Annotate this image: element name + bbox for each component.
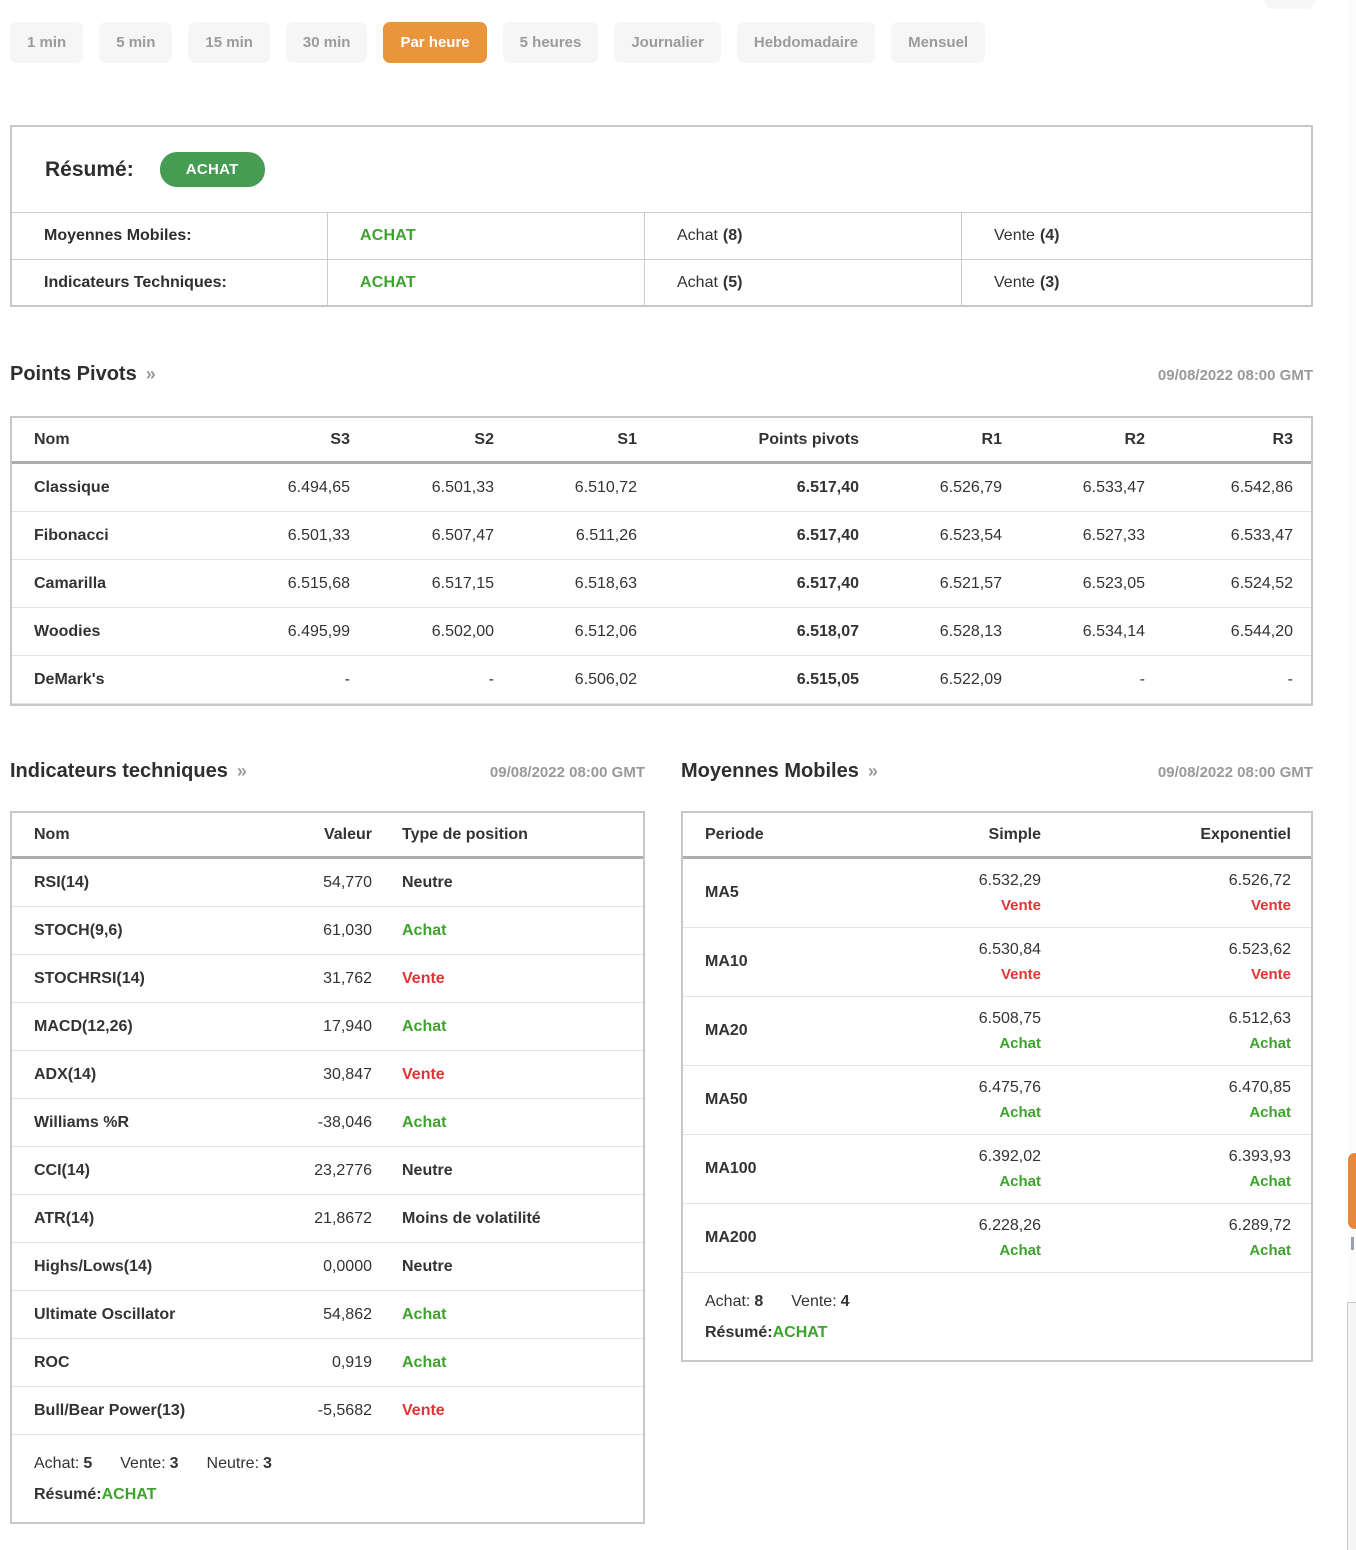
ma-table-header [683,813,1311,859]
pivot-s1: 6.518,63 [574,574,637,592]
summary-title: Résumé: [45,157,134,181]
col-s3: S3 [330,430,350,448]
indicator-name: STOCH(9,6) [34,921,123,939]
summary-row-label: Moyennes Mobiles: [44,227,192,244]
pivot-s2: - [488,670,494,688]
sell-total: 4 [840,1293,850,1310]
pivot-name: DeMark's [34,670,105,688]
summary-signal: ACHAT [772,1324,828,1341]
technical-summary-page [10,0,1313,1524]
indicator-row [12,1051,643,1099]
indicator-name: ATR(14) [34,1209,95,1227]
ma-summary-footer [683,1273,1311,1360]
top-cut-button [1265,0,1315,9]
indicator-name: MACD(12,26) [34,1017,133,1035]
pivot-r2: 6.527,33 [1082,526,1145,544]
buy-total-label: Achat: [705,1293,751,1310]
buy-count: (5) [722,273,743,291]
tab-1min[interactable]: 1 min [10,22,83,63]
indicator-value: -38,046 [317,1113,372,1131]
pivot-s1: 6.506,02 [574,670,637,688]
pivot-r2: - [1139,670,1145,688]
ma-row [683,997,1311,1066]
pivot-name: Woodies [34,622,101,640]
pivot-r1: 6.526,79 [939,478,1002,496]
pivot-r2: 6.533,47 [1082,478,1145,496]
ma-exp-signal: Achat [1249,1173,1291,1190]
tab-mensuel[interactable]: Mensuel [891,22,985,63]
indicators-title: Indicateurs techniques [10,760,228,782]
sell-total-label: Vente: [791,1293,837,1310]
pivot-s3: 6.494,65 [287,478,350,496]
col-r2: R2 [1124,430,1145,448]
sell-total-label: Vente: [120,1455,166,1472]
indicator-action: Neutre [402,1257,453,1275]
pivot-s3: 6.501,33 [287,526,350,544]
pivots-table-header [12,418,1311,464]
indicator-value: 54,862 [323,1305,372,1323]
ma-period: MA20 [705,1022,748,1039]
indicator-name: Bull/Bear Power(13) [34,1401,186,1419]
pivot-s2: 6.502,00 [431,622,494,640]
pivot-s2: 6.517,15 [431,574,494,592]
ma-row [683,1066,1311,1135]
indicator-row [12,1243,643,1291]
col-simple: Simple [988,825,1041,843]
pivots-table [10,416,1313,706]
buy-count: (8) [722,227,743,244]
buy-label: Achat [677,273,718,291]
col-exponentiel: Exponentiel [1200,825,1291,843]
pivot-s3: 6.515,68 [287,574,350,592]
pivot-row [12,656,1311,704]
ma-simple-signal: Vente [1000,966,1041,983]
indicator-name: Ultimate Oscillator [34,1305,176,1323]
summary-row-signal: ACHAT [360,273,416,291]
pivot-s3: 6.495,99 [287,622,350,640]
ma-simple-value: 6.228,26 [978,1217,1041,1234]
sell-total: 3 [169,1455,179,1472]
neutral-total: 3 [263,1455,272,1472]
ma-simple-signal: Achat [999,1173,1041,1190]
summary-label: Résumé: [705,1324,773,1341]
pivot-row [12,560,1311,608]
summary-row-moving-averages [12,213,1311,259]
ma-period: MA100 [705,1160,757,1177]
col-periode: Periode [705,825,764,843]
indicator-value: 30,847 [323,1065,372,1083]
ma-exp-value: 6.526,72 [1228,872,1291,889]
ma-section-header [681,760,1313,783]
ma-simple-value: 6.530,84 [978,941,1041,958]
pivot-name: Classique [34,478,110,496]
pivot-s2: 6.501,33 [431,478,494,496]
pivot-name: Camarilla [34,574,107,592]
ma-exp-value: 6.393,93 [1228,1148,1291,1165]
indicator-row [12,1339,643,1387]
tab-journalier[interactable]: Journalier [614,22,721,63]
pivot-r3: 6.544,20 [1230,622,1293,640]
buy-total: 8 [754,1293,764,1310]
summary-signal-badge: ACHAT [160,152,265,187]
ma-simple-value: 6.392,02 [978,1148,1041,1165]
indicators-section-header [10,760,645,783]
side-cut-panel [1347,1302,1356,1550]
pivot-r3: 6.542,86 [1230,478,1293,496]
col-points-pivots: Points pivots [758,430,859,448]
indicator-row [12,1003,643,1051]
summary-label: Résumé: [34,1486,102,1503]
sell-label: Vente [994,227,1035,244]
pivot-s1: 6.511,26 [575,526,637,544]
pivot-point: 6.518,07 [796,622,859,640]
summary-row-signal: ACHAT [360,227,416,244]
buy-label: Achat [677,227,718,244]
ma-period: MA50 [705,1091,748,1108]
indicator-action: Achat [402,1353,447,1371]
ma-exp-value: 6.512,63 [1228,1010,1291,1027]
indicator-row [12,1195,643,1243]
indicator-value: 0,0000 [323,1257,372,1275]
ma-title: Moyennes Mobiles [681,760,859,782]
pivot-row [12,464,1311,512]
timeframe-tabs [10,0,1313,63]
pivot-s3: - [344,670,350,688]
pivots-title: Points Pivots [10,363,137,385]
indicator-name: Highs/Lows(14) [34,1257,153,1275]
indicator-action: Neutre [402,873,453,891]
col-nom: Nom [34,430,70,448]
col-r3: R3 [1272,430,1293,448]
indicators-title-link[interactable] [10,760,247,783]
indicator-row [12,955,643,1003]
ma-exp-signal: Achat [1249,1104,1291,1121]
pivots-timestamp: 09/08/2022 08:00 GMT [1157,367,1313,384]
indicators-timestamp: 09/08/2022 08:00 GMT [489,764,645,781]
ma-simple-value: 6.532,29 [978,872,1041,889]
pivot-s1: 6.512,06 [574,622,637,640]
pivot-point: 6.515,05 [796,670,859,688]
summary-box [10,125,1313,307]
sell-count: (4) [1039,227,1060,244]
ma-table [681,811,1313,1362]
summary-header [12,127,1311,213]
ma-exp-signal: Vente [1250,966,1291,983]
col-r1: R1 [981,430,1002,448]
ma-exp-signal: Achat [1249,1242,1291,1259]
indicator-name: ADX(14) [34,1065,97,1083]
tab-par-heure[interactable]: Par heure [383,22,486,63]
indicator-action: Moins de volatilité [402,1209,541,1227]
ma-exp-signal: Achat [1249,1035,1291,1052]
ma-period: MA200 [705,1229,757,1246]
col-nom: Nom [34,825,70,843]
indicator-value: -5,5682 [317,1401,372,1419]
ma-period: MA5 [705,884,739,901]
indicator-name: STOCHRSI(14) [34,969,145,987]
tab-5heures[interactable]: 5 heures [503,22,599,63]
ma-simple-signal: Vente [1000,897,1041,914]
pivot-r1: 6.528,13 [939,622,1002,640]
pivot-row [12,512,1311,560]
summary-row-technical-indicators [12,259,1311,305]
indicator-value: 21,8672 [314,1209,372,1227]
chevron-right-icon: » [236,761,247,781]
pivot-r3: 6.533,47 [1230,526,1293,544]
tab-5min[interactable]: 5 min [99,22,172,63]
ma-row [683,1135,1311,1204]
indicator-action: Vente [402,969,445,987]
col-type-de-position: Type de position [402,825,528,843]
indicator-row [12,1387,643,1435]
ma-exp-value: 6.289,72 [1228,1217,1291,1234]
indicator-name: CCI(14) [34,1161,91,1179]
col-valeur: Valeur [323,825,372,843]
moving-averages-column [681,760,1313,1524]
ma-simple-signal: Achat [999,1035,1041,1052]
indicator-value: 31,762 [323,969,372,987]
ma-exp-signal: Vente [1250,897,1291,914]
indicator-row [12,1147,643,1195]
buy-total-label: Achat: [34,1455,80,1472]
pivot-point: 6.517,40 [796,574,859,592]
pivots-title-link[interactable] [10,363,156,386]
neutral-total-label: Neutre: [206,1455,260,1472]
indicator-name: Williams %R [34,1113,129,1131]
tab-30min[interactable]: 30 min [286,22,368,63]
pivot-r1: 6.521,57 [939,574,1002,592]
pivot-point: 6.517,40 [796,526,859,544]
indicator-action: Achat [402,1305,447,1323]
indicator-value: 61,030 [323,921,372,939]
pivot-r2: 6.523,05 [1082,574,1145,592]
indicators-column [10,760,645,1524]
indicator-value: 23,2776 [314,1161,372,1179]
buy-total: 5 [83,1455,93,1472]
indicator-name: RSI(14) [34,873,90,891]
ma-simple-signal: Achat [999,1242,1041,1259]
sell-label: Vente [994,273,1035,291]
ma-exp-value: 6.523,62 [1228,941,1291,958]
summary-row-label: Indicateurs Techniques: [44,273,227,291]
indicator-action: Achat [402,1017,447,1035]
side-mini-bar [1351,1237,1354,1250]
ma-period: MA10 [705,953,748,970]
indicator-row [12,859,643,907]
feedback-side-tab[interactable] [1348,1153,1356,1229]
indicator-value: 17,940 [323,1017,372,1035]
ma-simple-signal: Achat [999,1104,1041,1121]
pivot-row [12,608,1311,656]
indicator-action: Vente [402,1065,445,1083]
ma-simple-value: 6.508,75 [978,1010,1041,1027]
sell-count: (3) [1039,273,1060,291]
ma-exp-value: 6.470,85 [1228,1079,1291,1096]
pivot-r1: 6.523,54 [939,526,1002,544]
indicators-table-header [12,813,643,859]
tab-hebdomadaire[interactable]: Hebdomadaire [737,22,875,63]
indicator-value: 0,919 [331,1353,372,1371]
summary-signal: ACHAT [101,1486,157,1503]
indicators-table [10,811,645,1524]
col-s2: S2 [474,430,494,448]
tab-15min[interactable]: 15 min [188,22,270,63]
indicator-action: Neutre [402,1161,453,1179]
indicator-row [12,907,643,955]
indicator-action: Vente [402,1401,445,1419]
indicators-summary-footer [12,1435,643,1522]
indicator-action: Achat [402,921,447,939]
pivot-s1: 6.510,72 [574,478,637,496]
col-s1: S1 [617,430,637,448]
ma-row [683,859,1311,928]
chevron-right-icon: » [867,761,878,781]
pivot-r2: 6.534,14 [1082,622,1145,640]
pivots-section-header [10,363,1313,386]
pivot-s2: 6.507,47 [431,526,494,544]
ma-title-link[interactable] [681,760,878,783]
pivot-name: Fibonacci [34,526,109,544]
chevron-right-icon: » [145,364,156,384]
ma-row [683,928,1311,997]
ma-simple-value: 6.475,76 [978,1079,1041,1096]
ma-timestamp: 09/08/2022 08:00 GMT [1157,764,1313,781]
indicator-action: Achat [402,1113,447,1131]
pivot-point: 6.517,40 [796,478,859,496]
indicator-name: ROC [34,1353,70,1371]
pivot-r1: 6.522,09 [939,670,1002,688]
ma-row [683,1204,1311,1273]
indicator-row [12,1099,643,1147]
pivot-r3: - [1287,670,1293,688]
indicator-value: 54,770 [323,873,372,891]
indicator-row [12,1291,643,1339]
pivot-r3: 6.524,52 [1230,574,1293,592]
